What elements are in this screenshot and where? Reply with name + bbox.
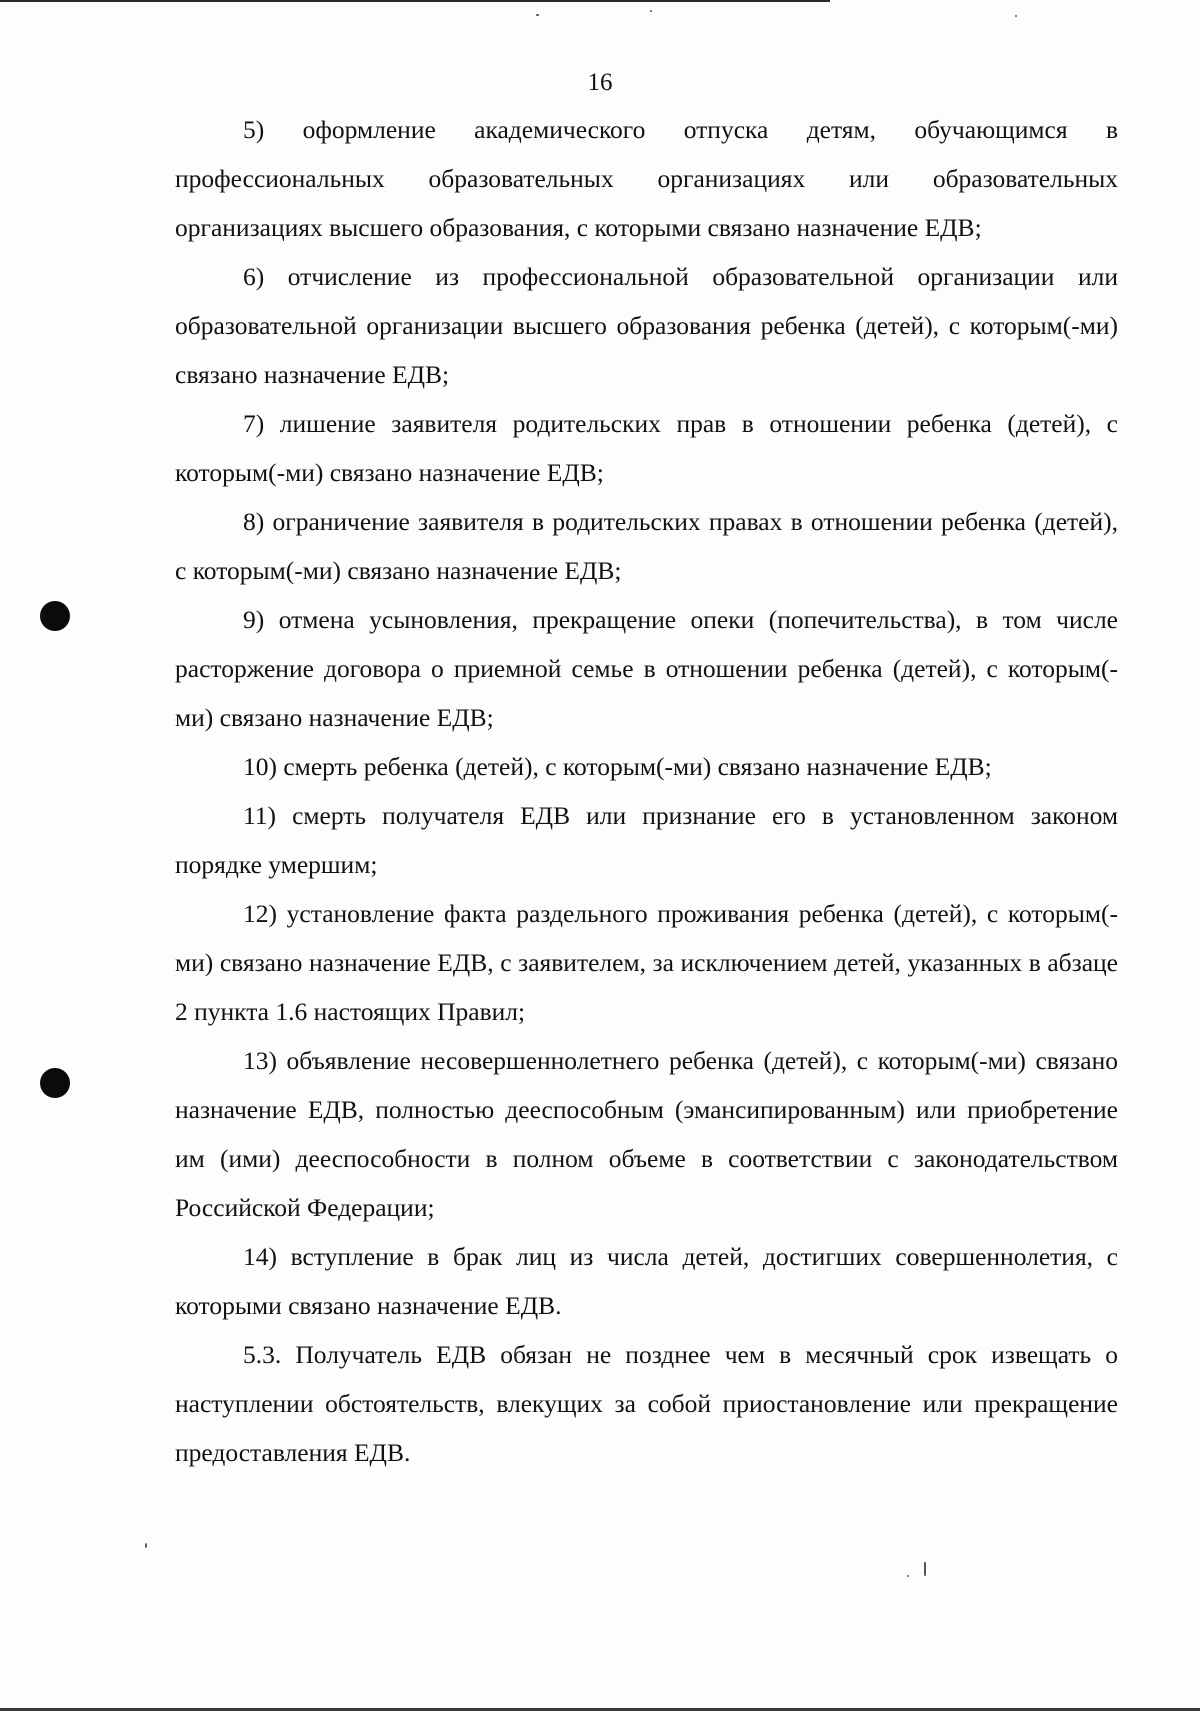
scan-edge-top — [0, 0, 830, 2]
paragraph-item-13: 13) объявление несовершеннолетнего ребенка (детей), с которым(-ми) связано назначение ЕДВ, полностью дееспособным (эмансипированным) или приобретение им (ими) дееспособности в полном объеме в соответствии с законодательством Российской Федерации; — [175, 1046, 1118, 1222]
scan-speck — [536, 14, 539, 16]
paragraph-item-9: 9) отмена усыновления, прекращение опеки (попечительства), в том числе расторжение договора о приемной семье в отношении ребенка (детей), с которым(-ми) связано назначение ЕДВ; — [175, 605, 1118, 732]
paragraph-section-5-3: 5.3. Получатель ЕДВ обязан не позднее чем в месячный срок извещать о наступлении обстоятельств, влекущих за собой приостановление или прекращение предоставления ЕДВ. — [175, 1340, 1118, 1467]
paragraph-item-6: 6) отчисление из профессиональной образовательной организации или образовательной организации высшего образования ребенка (детей), с которым(-ми) связано назначение ЕДВ; — [175, 262, 1118, 389]
paragraph-item-7: 7) лишение заявителя родительских прав в отношении ребенка (детей), с которым(-ми) связано назначение ЕДВ; — [175, 409, 1118, 487]
paragraph-item-11: 11) смерть получателя ЕДВ или признание его в установленном законом порядке умершим; — [175, 801, 1118, 879]
scan-speck — [1015, 15, 1017, 17]
paragraph-item-14: 14) вступление в брак лиц из числа детей, достигших совершеннолетия, с которыми связано назначение ЕДВ. — [175, 1242, 1118, 1320]
scan-speck — [907, 1575, 909, 1577]
scan-speck — [924, 1562, 926, 1576]
punch-hole-upper — [40, 601, 70, 631]
page-number: 16 — [587, 69, 613, 96]
punch-hole-lower — [40, 1068, 70, 1098]
paragraph-item-5: 5) оформление академического отпуска детям, обучающимся в профессиональных образовательных организациях или образовательных организациях высшего образования, с которыми связано назначение ЕДВ; — [175, 115, 1118, 242]
paragraph-item-10: 10) смерть ребенка (детей), с которым(-ми) связано назначение ЕДВ; — [243, 752, 992, 781]
paragraph-item-12: 12) установление факта раздельного проживания ребенка (детей), с которым(-ми) связано назначение ЕДВ, с заявителем, за исключением детей, указанных в абзаце 2 пункта 1.6 настоящих Правил; — [175, 899, 1118, 1026]
scan-speck — [650, 10, 652, 12]
scan-speck — [145, 1543, 147, 1548]
paragraph-item-8: 8) ограничение заявителя в родительских правах в отношении ребенка (детей), с которым(-ми) связано назначение ЕДВ; — [175, 507, 1118, 585]
document-body — [175, 105, 1118, 1477]
